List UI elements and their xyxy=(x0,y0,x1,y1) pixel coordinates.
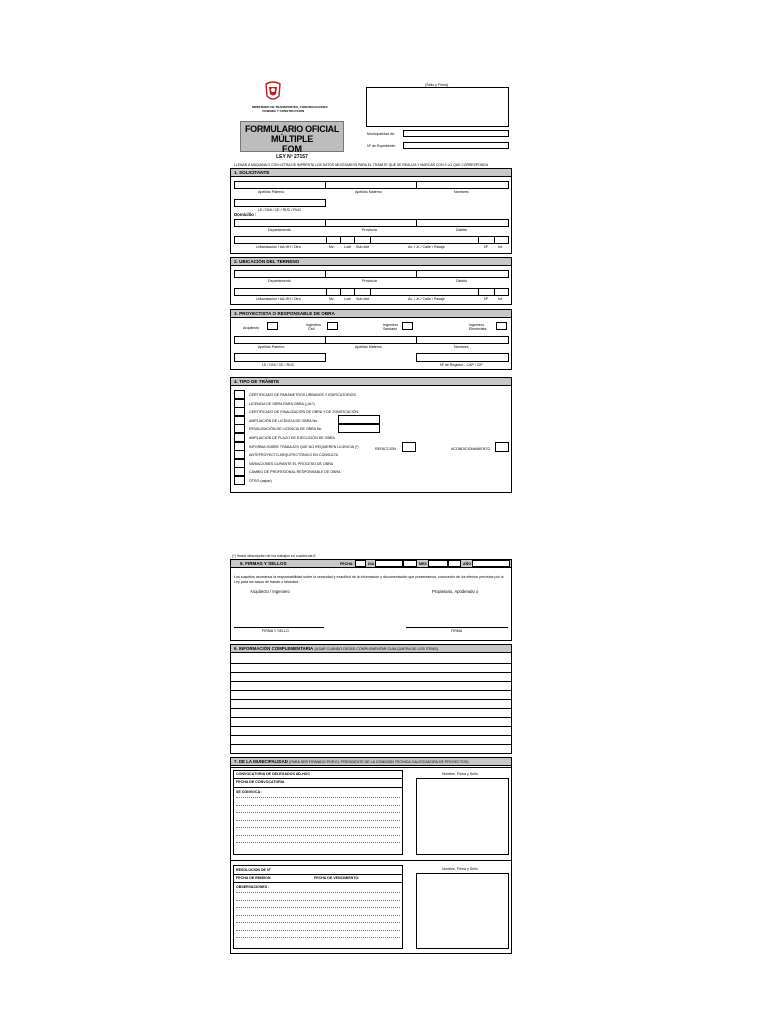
dotted-line[interactable] xyxy=(236,915,400,916)
fecha-convocatoria-label: FECHA DE CONVOCATORIA xyxy=(236,780,285,784)
label-registro: Nº de Registro - CAP / CIP xyxy=(440,363,483,367)
label-lote-2: Lote xyxy=(344,297,351,301)
label-nombres-3: Nombres xyxy=(454,345,469,349)
section-1-title: 1. SOLICITANTE xyxy=(231,169,511,177)
ministry-line-2: VIVIENDA Y CONSTRUCCION xyxy=(262,109,305,113)
label-ing-sanitario-1: Ingeniero xyxy=(383,323,398,327)
tramite-item-label: AMPLIACION DE PLAZO DE EJECUCIÓN DE OBRA xyxy=(249,436,335,440)
label-mz: Mz. xyxy=(329,245,335,249)
fecha-vencimiento-label: FECHA DE VENCIMIENTO: xyxy=(314,876,360,880)
dotted-line[interactable] xyxy=(236,797,400,798)
label-ing-civil-2: Civil xyxy=(308,327,315,331)
applicant-department-field[interactable] xyxy=(234,219,326,227)
tramite-item-label: CERTIFICADO DE PARAMETROS URBANOS Y EDIFICATORIOS xyxy=(249,393,356,397)
label-sub-lote: Sub-lote xyxy=(356,245,370,249)
professional-maternal-surname-field[interactable] xyxy=(325,336,417,344)
label-ing-electrico-2: Electricista xyxy=(469,327,487,331)
info-line[interactable] xyxy=(230,744,512,745)
signature-box-2[interactable] xyxy=(416,873,509,949)
se-convoca-label: SE CONVOCA : xyxy=(236,790,263,794)
ingeniero-sanitario-checkbox[interactable] xyxy=(402,322,413,330)
label-nombres: Nombres xyxy=(454,190,469,194)
month-box[interactable] xyxy=(403,560,417,567)
fecha-label: FECHA: xyxy=(340,562,354,566)
municipality-label: Municipalidad de: xyxy=(367,132,395,136)
dotted-line[interactable] xyxy=(236,842,400,843)
tramite-item-label: CAMBIO DE PROFESIONAL RESPONSABLE DE OBRA xyxy=(249,470,341,475)
domicilio-label: Domicilio : xyxy=(234,212,257,217)
ano-label: AÑO xyxy=(463,562,471,566)
label-av: Av. / Jr. / Calle / Pasaje xyxy=(408,245,445,249)
label-ing-civil-1: Ingeniero xyxy=(306,323,321,327)
info-line[interactable] xyxy=(230,726,512,727)
section-7-title: 7. DE LA MUNICIPALIDAD xyxy=(234,759,288,764)
label-arquitecto: Arquitecto xyxy=(243,326,260,330)
section-7-header-bar xyxy=(230,757,512,766)
tramite-item-label: LICENCIA DE OBRA PARA OBRA (¿IA?) xyxy=(249,401,315,406)
dotted-line[interactable] xyxy=(236,930,400,931)
info-line[interactable] xyxy=(230,717,512,718)
day-field[interactable] xyxy=(375,560,403,567)
professional-registry-field[interactable] xyxy=(416,353,509,362)
label-departamento-2: Departamento xyxy=(268,279,291,283)
label-sub-lote-2: Sub-lote xyxy=(356,297,370,301)
land-province-field[interactable] xyxy=(325,270,417,278)
arquitecto-checkbox[interactable] xyxy=(267,322,278,330)
section-7-note: (PARA SER FIRMADO POR EL PRESIDENTE DE LA COMISIÓN TÉCNICA CALIFICADORA DE PROYECTOS) xyxy=(289,760,469,764)
signature-box-1[interactable] xyxy=(416,778,509,855)
year-box[interactable] xyxy=(448,560,461,567)
owner-signature-line[interactable] xyxy=(406,627,508,628)
revalidacion-number-field[interactable] xyxy=(338,424,380,433)
owner-role-label: Propietario, Apoderado o xyxy=(432,589,479,594)
applicant-province-field[interactable] xyxy=(325,219,417,227)
ministry-line-1: MINISTERIO DE TRANSPORTES, COMUNICACIONES xyxy=(252,105,328,109)
info-line[interactable] xyxy=(230,663,512,664)
section-6-title: 6. INFORMACIÓN COMPLEMENTARIA xyxy=(234,646,314,651)
acondicionamiento-checkbox[interactable] xyxy=(495,442,509,452)
label-mz-2: Mz. xyxy=(329,297,335,301)
signature-name-label-1: Nombre, Firma y Sello xyxy=(442,772,478,776)
coat-of-arms-logo xyxy=(262,80,284,102)
instructions-text: LLENAR A MAQUINA O CON LETRA DE IMPRENTA LOS DATOS NECESARIOS PARA EL TRÁMITE QUE SE REALIZA Y MARCAR CON X LO QUE CORRESPONDA xyxy=(234,163,488,167)
label-int: Int. xyxy=(498,245,503,249)
label-document-3: LE / DNI / CE / RUC xyxy=(262,363,295,367)
label-refaccion: REFACCION xyxy=(375,447,396,451)
applicant-address-row[interactable] xyxy=(234,236,509,244)
info-line[interactable] xyxy=(230,699,512,700)
professional-paternal-surname-field[interactable] xyxy=(234,336,326,344)
form-title-box xyxy=(240,121,344,160)
signature-name-label-2: Nombre, Firma y Sello xyxy=(442,867,478,871)
label-document: LE / DNI / CE / RUC / RUC xyxy=(258,208,302,212)
info-line[interactable] xyxy=(230,735,512,736)
section-4-title: 4. TIPO DE TRÁMITE xyxy=(231,378,511,386)
info-line[interactable] xyxy=(230,690,512,691)
fecha-emision-label: FECHA DE EMISION xyxy=(236,876,271,880)
info-line[interactable] xyxy=(230,708,512,709)
tramite-checkbox[interactable] xyxy=(234,476,245,485)
label-apellido-paterno: Apellido Paterno xyxy=(258,190,285,194)
label-urbanizacion-2: Urbanización / AA.HH / Otro xyxy=(256,297,301,301)
tramite-item-label: REVALIDACIÓN DE LICENCIA DE OBRA No xyxy=(249,427,322,432)
ingeniero-electricista-checkbox[interactable] xyxy=(496,322,507,330)
architect-signature-line[interactable] xyxy=(234,627,324,628)
dotted-line[interactable] xyxy=(236,922,400,923)
label-lote: Lote xyxy=(344,245,351,249)
section-2-title: 2. UBICACIÓN DEL TERRENO xyxy=(231,258,511,266)
section-6-header-bar xyxy=(230,644,512,653)
month-field[interactable] xyxy=(428,560,448,567)
label-acondicionamiento: ACONDICIONAMIENTO xyxy=(451,447,491,451)
label-n-2: Nº xyxy=(484,297,488,301)
tramite-item-label: CERTIFICADO DE FINALIZACIÓN DE OBRA Y DE ZONIFICACIÓN xyxy=(249,410,359,415)
tramite-item-label: ANTEPROYECTO ARQUITECTÓNICO EN CONSULTA xyxy=(249,453,339,458)
label-provincia: Provincia xyxy=(362,228,377,232)
ingeniero-civil-checkbox[interactable] xyxy=(327,322,338,330)
dotted-line[interactable] xyxy=(236,892,400,893)
info-line[interactable] xyxy=(230,753,512,754)
land-address-row[interactable] xyxy=(234,288,509,296)
label-provincia-2: Provincia xyxy=(362,279,377,283)
label-apellido-materno-3: Apellido Materno xyxy=(355,345,382,349)
land-district-field[interactable] xyxy=(416,270,509,278)
dotted-line[interactable] xyxy=(236,827,400,828)
file-number-label: Nº de Expediente: xyxy=(367,144,396,148)
observaciones-label: OBSERVACIONES : xyxy=(236,885,270,889)
tramite-item-label: INFORMA SOBRE TRABAJOS QUE NO REQUIEREN LICENCIA (*) xyxy=(249,444,359,449)
footnote-text: (*) Incluir descripción de los trabajos en cuadrícula 6 xyxy=(232,554,316,558)
professional-names-field[interactable] xyxy=(416,336,509,344)
label-departamento: Departamento xyxy=(268,228,291,232)
form-title-line-2: FOM xyxy=(282,144,302,154)
label-urbanizacion: Urbanización / AA.HH / Otro xyxy=(256,245,301,249)
applicant-document-field[interactable] xyxy=(234,199,326,207)
label-firma-sello: FIRMA Y SELLO xyxy=(262,629,289,633)
stamp-label: (Sello y Firma) xyxy=(425,83,449,87)
tramite-item-label: AMPLIACIÓN DE LICENCIA DE OBRA No xyxy=(249,418,318,423)
dotted-line[interactable] xyxy=(236,937,400,938)
label-ing-sanitario-2: Sanitario xyxy=(383,327,398,331)
label-apellido-paterno-3: Apellido Paterno xyxy=(258,345,285,349)
ampliacion-number-field[interactable] xyxy=(338,415,380,424)
section-6-note: (USAR CUANDO DESEE COMPLEMENTAR CUALQUIERA DE LOS ITEMS) xyxy=(314,647,438,651)
applicant-names-field[interactable] xyxy=(416,181,509,189)
file-number-field[interactable] xyxy=(403,142,509,149)
day-box[interactable] xyxy=(355,560,366,567)
label-apellido-materno: Apellido Materno xyxy=(355,190,382,194)
label-av-2: Av. / Jr. / Calle / Pasaje xyxy=(408,297,445,301)
year-field[interactable] xyxy=(472,560,510,567)
applicant-district-field[interactable] xyxy=(416,219,509,227)
mes-label: MES xyxy=(419,562,427,566)
label-distrito: Distrito xyxy=(456,228,468,232)
municipality-field[interactable] xyxy=(403,130,509,137)
convocatoria-label: CONVOCATORIA DE DELEGADOS AD-HOC xyxy=(236,772,311,776)
responsibility-statement: Los suscritos asumimos la responsabilidad sobre la veracidad y exactitud de la información y documentación que presentamos, conocedor de los efectos previstos por la Ley para los casos de fraude o falsedad. xyxy=(234,575,504,584)
label-n: Nº xyxy=(484,245,488,249)
label-ing-electrico-1: Ingeniero xyxy=(469,323,484,327)
dotted-line[interactable] xyxy=(236,812,400,813)
dotted-line[interactable] xyxy=(236,907,400,908)
label-int-2: Int. xyxy=(498,297,503,301)
applicant-paternal-surname-field[interactable] xyxy=(234,181,326,189)
dotted-line[interactable] xyxy=(236,900,400,901)
info-line[interactable] xyxy=(230,672,512,673)
professional-document-field[interactable] xyxy=(234,353,326,362)
land-department-field[interactable] xyxy=(234,270,326,278)
refaccion-checkbox[interactable] xyxy=(402,442,416,452)
tramite-item-label: VARIACIONES DURANTE EL PROCESO DE OBRA xyxy=(249,461,334,466)
label-distrito-2: Distrito xyxy=(456,279,468,283)
stamp-signature-box[interactable] xyxy=(366,87,509,127)
dia-label: DIA xyxy=(368,562,375,566)
section-3-title: 3. PROYECTISTA O RESPONSABLE DE OBRA xyxy=(231,310,511,318)
info-line[interactable] xyxy=(230,681,512,682)
applicant-maternal-surname-field[interactable] xyxy=(325,181,417,189)
tramite-item-label: OTRO (aspar) xyxy=(249,479,272,483)
dotted-line[interactable] xyxy=(236,820,400,821)
dotted-line[interactable] xyxy=(236,805,400,806)
dotted-line[interactable] xyxy=(236,835,400,836)
law-number: LEY Nº 27157 xyxy=(276,154,308,160)
form-title-line-1: FORMULARIO OFICIAL MÚLTIPLE xyxy=(244,124,340,144)
architect-role-label: Arquitecto / Ingeniero xyxy=(250,589,290,594)
label-firma: FIRMA xyxy=(451,629,463,633)
resolucion-label: RESOLUCION DE Nº xyxy=(236,868,271,872)
section-5-title: 5. FIRMAS Y SELLOS xyxy=(240,561,287,566)
